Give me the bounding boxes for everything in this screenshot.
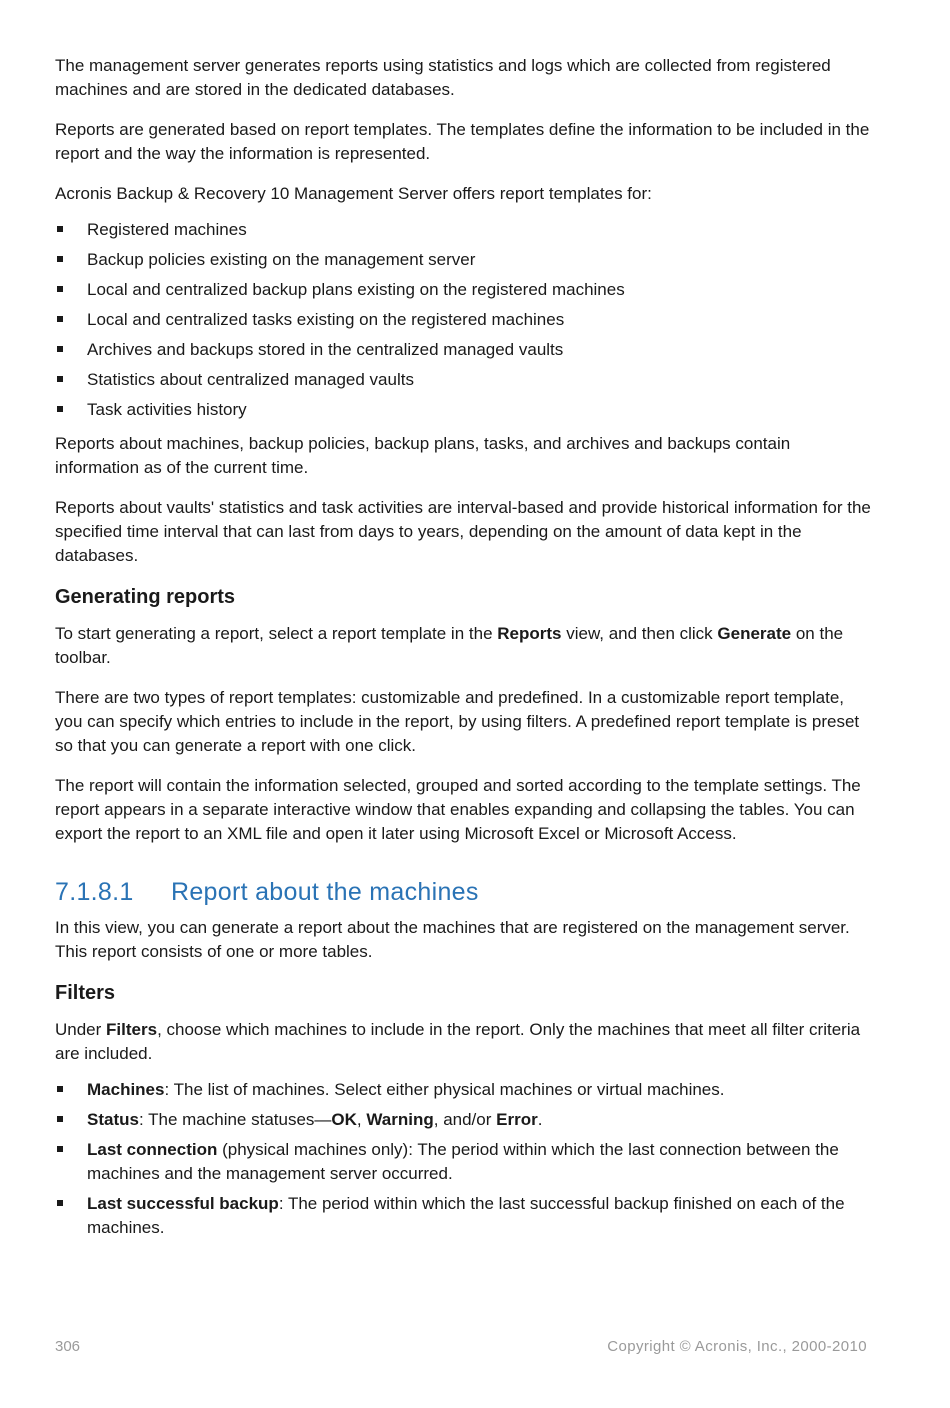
square-bullet-icon bbox=[57, 1200, 63, 1206]
square-bullet-icon bbox=[57, 316, 63, 322]
intro-paragraph-2: Reports are generated based on report templates. The templates define the information to be included in the report and the way the information is represented. bbox=[55, 120, 870, 163]
intro-paragraph-1: The management server generates reports using statistics and logs which are collected from registered machines and are stored in the dedicated databases. bbox=[55, 56, 831, 99]
list-item: Task activities history bbox=[55, 398, 875, 422]
list-item: Last connection (physical machines only): The period within which the last connection between the machines and the management server occurred. bbox=[55, 1138, 875, 1186]
section-number: 7.1.8.1 bbox=[55, 878, 134, 906]
list-item: Local and centralized tasks existing on the registered machines bbox=[55, 308, 875, 332]
list-item: Registered machines bbox=[55, 218, 875, 242]
list-item: Archives and backups stored in the centralized managed vaults bbox=[55, 338, 875, 362]
list-item: Statistics about centralized managed vaults bbox=[55, 368, 875, 392]
section-title: Report about the machines bbox=[171, 878, 479, 906]
generating-paragraph-1: To start generating a report, select a report template in the Reports view, and then click Generate on the toolbar. bbox=[55, 624, 844, 667]
intro-paragraph-3: Acronis Backup & Recovery 10 Management Server offers report templates for: bbox=[55, 184, 652, 203]
square-bullet-icon bbox=[57, 1146, 63, 1152]
square-bullet-icon bbox=[57, 1116, 63, 1122]
list-item: Status: The machine statuses—OK, Warning, and/or Error. bbox=[55, 1108, 875, 1132]
document-page bbox=[55, 54, 875, 1250]
page-number: 306 bbox=[55, 1338, 81, 1355]
filters-heading: Filters bbox=[55, 982, 116, 1004]
square-bullet-icon bbox=[57, 406, 63, 412]
generating-reports-heading: Generating reports bbox=[55, 586, 236, 608]
list-item: Local and centralized backup plans existing on the registered machines bbox=[55, 278, 875, 302]
list-item: Backup policies existing on the management server bbox=[55, 248, 875, 272]
filters-list bbox=[55, 1078, 875, 1240]
square-bullet-icon bbox=[57, 286, 63, 292]
section-paragraph-1: In this view, you can generate a report about the machines that are registered on the management server. This report consists of one or more tables. bbox=[55, 918, 850, 961]
square-bullet-icon bbox=[57, 346, 63, 352]
square-bullet-icon bbox=[57, 226, 63, 232]
square-bullet-icon bbox=[57, 1086, 63, 1092]
intro-paragraph-5: Reports about vaults' statistics and task activities are interval-based and provide historical information for the specified time interval that can last from days to years, depending on the amount of data kept in the databases. bbox=[55, 498, 871, 565]
filters-paragraph: Under Filters, choose which machines to include in the report. Only the machines that meet all filter criteria are included. bbox=[55, 1020, 861, 1063]
copyright-notice: Copyright © Acronis, Inc., 2000-2010 bbox=[607, 1338, 867, 1355]
generating-paragraph-3: The report will contain the information selected, grouped and sorted according to the template settings. The report appears in a separate interactive window that enables expanding and collapsing the tables. You can export the report to an XML file and open it later using Microsoft Excel or Microsoft Access. bbox=[55, 776, 861, 843]
section-heading bbox=[55, 876, 875, 908]
intro-paragraph-4: Reports about machines, backup policies, backup plans, tasks, and archives and backups contain information as of the current time. bbox=[55, 434, 791, 477]
report-templates-list bbox=[55, 218, 875, 422]
square-bullet-icon bbox=[57, 376, 63, 382]
square-bullet-icon bbox=[57, 256, 63, 262]
list-item: Machines: The list of machines. Select either physical machines or virtual machines. bbox=[55, 1078, 875, 1102]
generating-paragraph-2: There are two types of report templates: customizable and predefined. In a customizable report template, you can specify which entries to include in the report, by using filters. A predefined report template is preset so that you can generate a report with one click. bbox=[55, 688, 860, 755]
list-item: Last successful backup: The period within which the last successful backup finished on each of the machines. bbox=[55, 1192, 875, 1240]
